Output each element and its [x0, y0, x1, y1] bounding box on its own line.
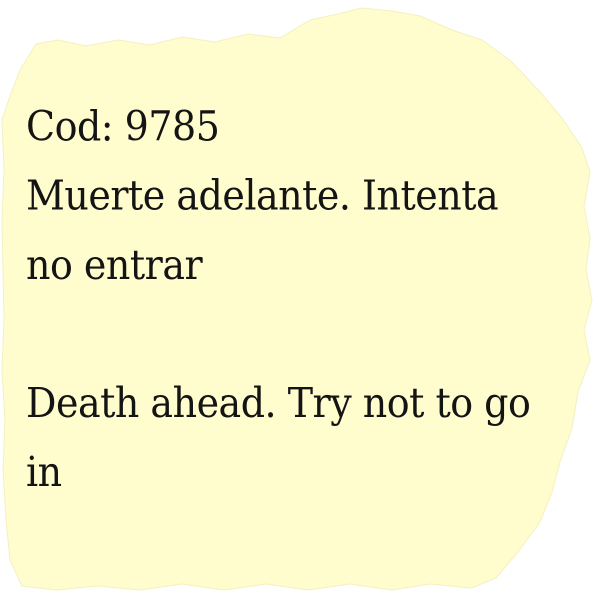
note-spanish-line-1: Muerte adelante. Intenta	[26, 171, 499, 220]
note-spanish-line-2: no entrar	[26, 241, 203, 289]
note-english-line-2: in	[26, 448, 62, 496]
note-english-line-1: Death ahead. Try not to go	[26, 379, 531, 427]
note-text	[26, 92, 576, 507]
note-blank-line	[26, 299, 576, 368]
note-code: Cod: 9785	[26, 102, 220, 151]
